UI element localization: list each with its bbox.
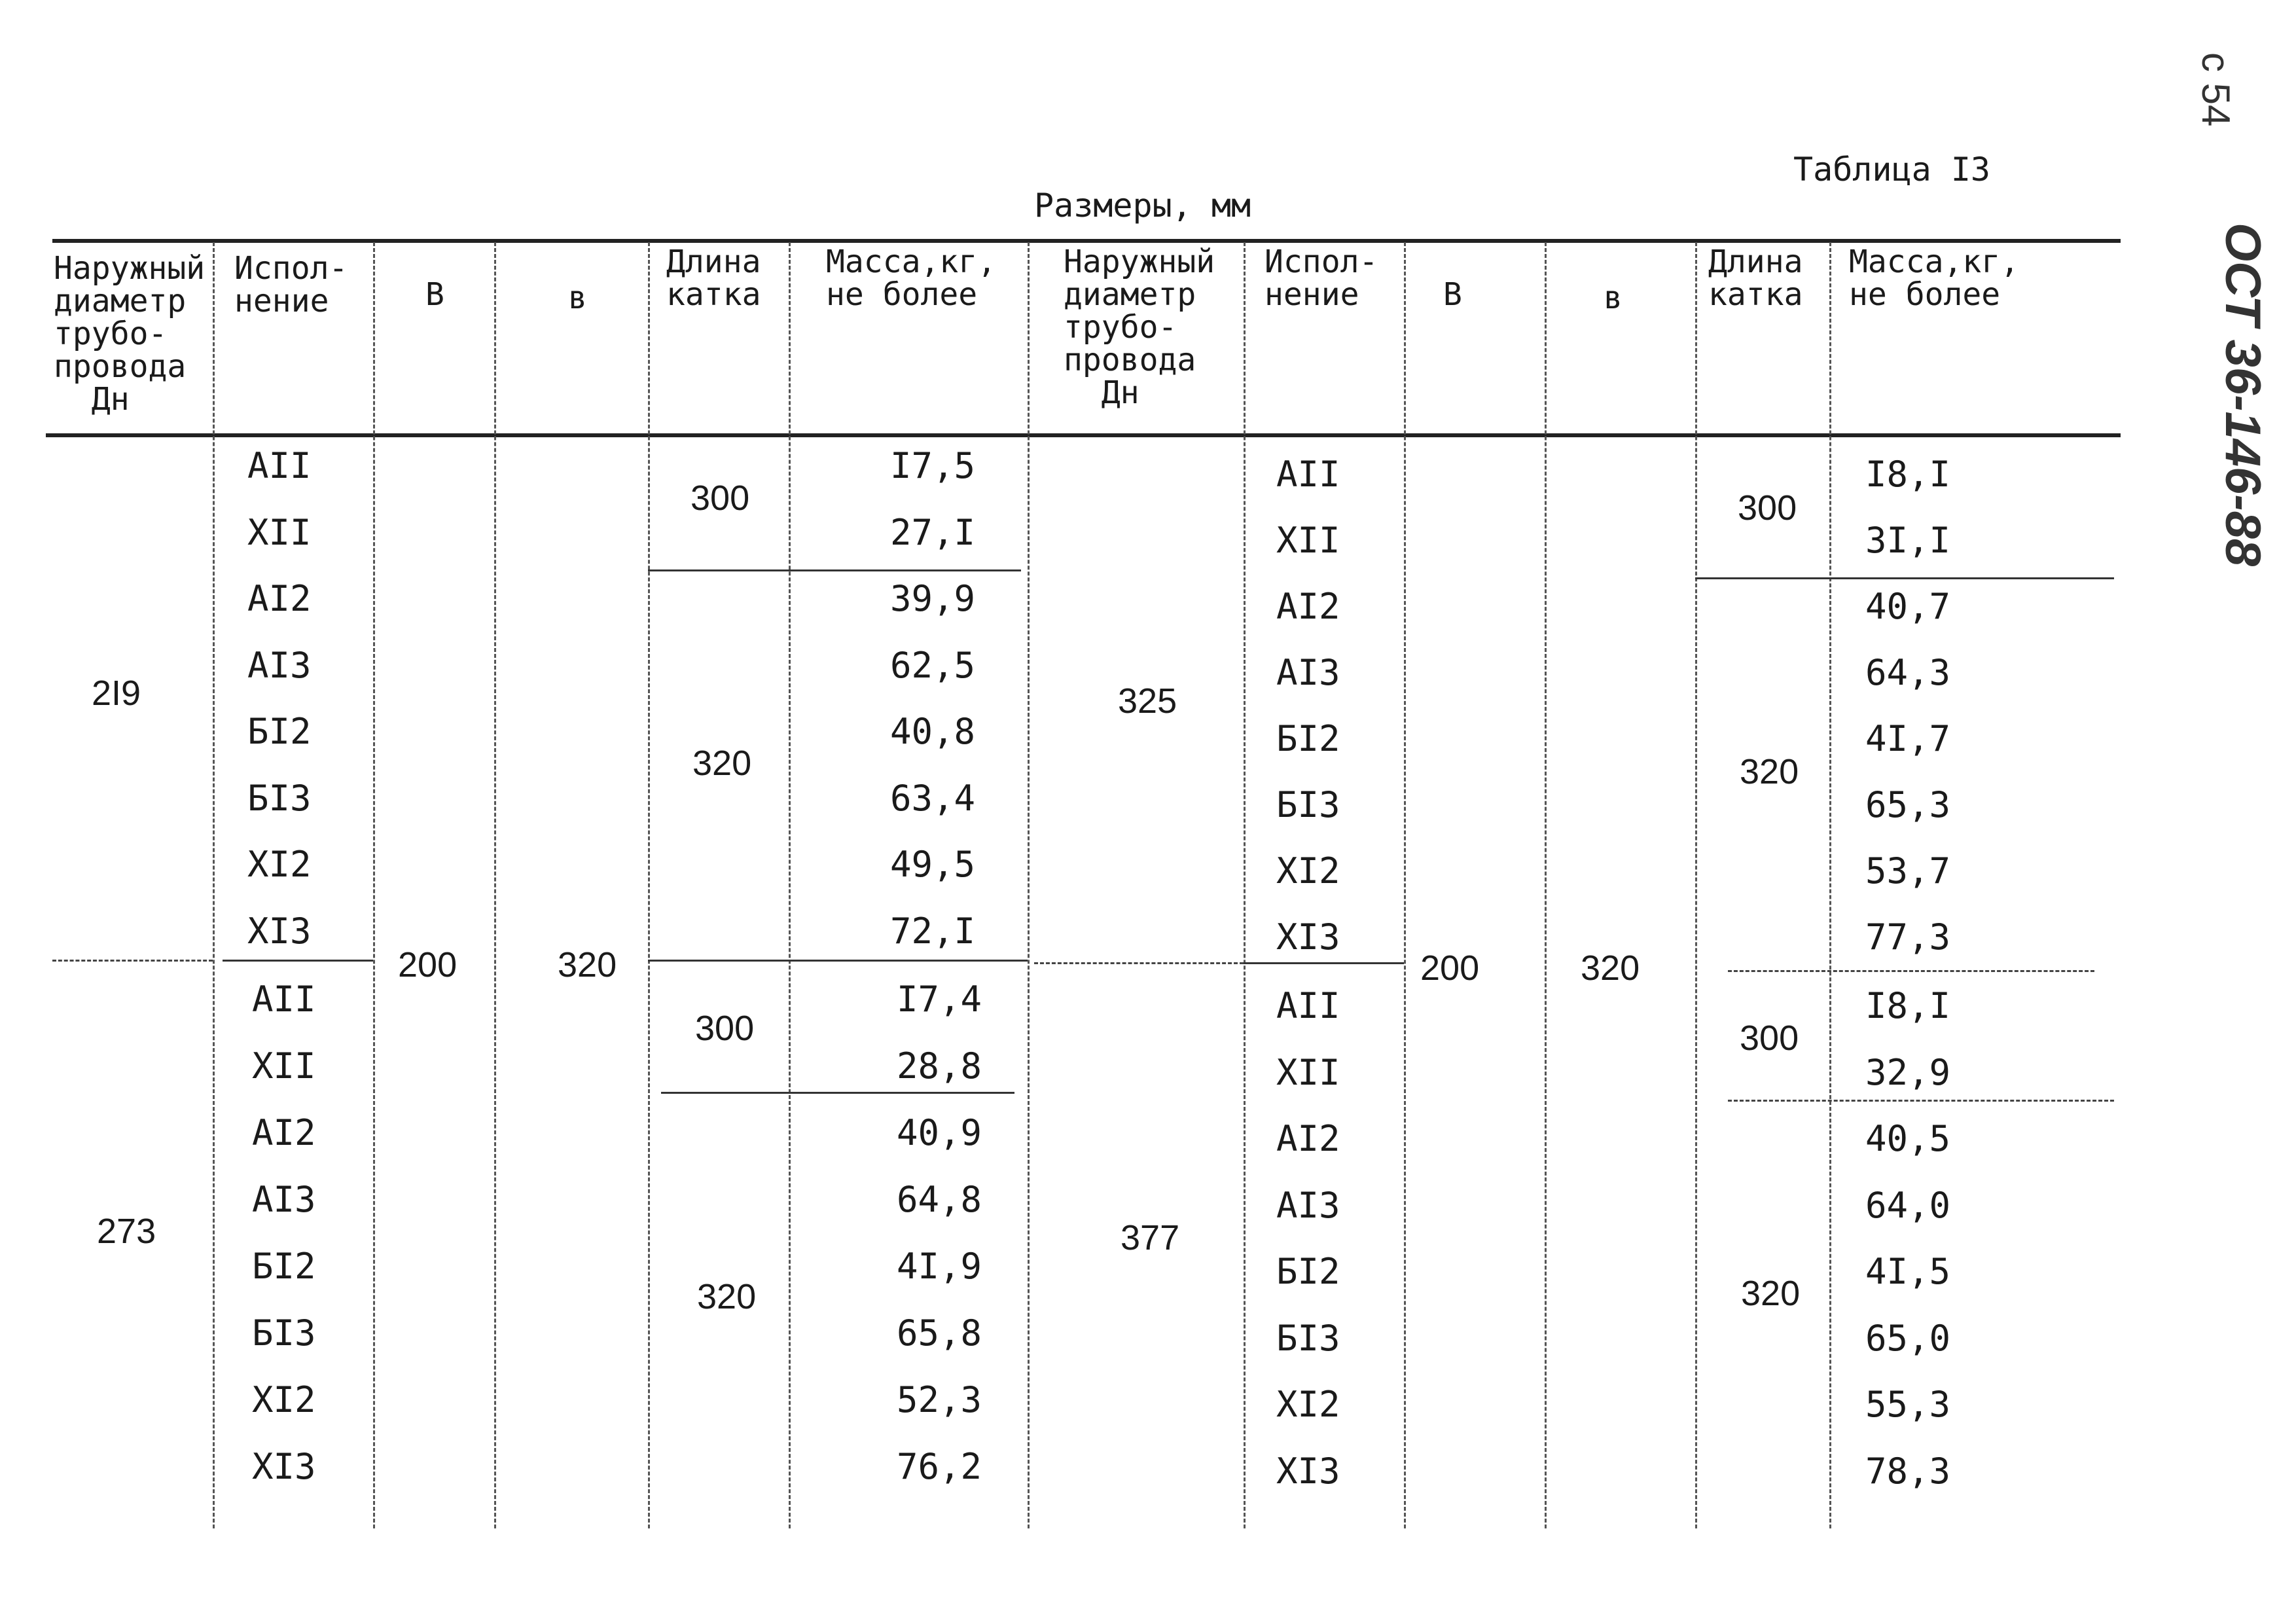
diameter-value: 273 — [97, 1212, 156, 1251]
mass-cell: I8,I — [1865, 454, 1950, 495]
roller-length-value: 300 — [691, 478, 750, 518]
length-separator — [648, 569, 1021, 571]
mass-cell: 55,3 — [1865, 1384, 1950, 1425]
mass-cell: 4I,5 — [1865, 1251, 1950, 1292]
mass-cell: 27,I — [889, 512, 975, 553]
mass-cell: 49,5 — [889, 844, 975, 885]
version-cell: XI2 — [1276, 850, 1340, 892]
mass-cell: 64,8 — [896, 1179, 982, 1220]
header-b-right: в — [1604, 280, 1623, 316]
mass-cell: 62,5 — [889, 645, 975, 686]
version-cell: XII — [252, 1045, 316, 1087]
mass-cell: 64,3 — [1865, 652, 1950, 693]
header-roller-length-right: Длина катка — [1708, 244, 1803, 313]
version-cell: XI2 — [1276, 1384, 1340, 1425]
mass-cell: 64,0 — [1865, 1185, 1950, 1226]
diameter-value: 2I9 — [92, 674, 141, 713]
col-divider — [1028, 242, 1030, 1528]
mass-cell: 65,8 — [896, 1312, 982, 1354]
version-cell: АI2 — [1276, 586, 1340, 627]
version-cell: XII — [1276, 520, 1340, 561]
mass-cell: 3I,I — [1865, 520, 1950, 561]
version-cell: АII — [1276, 454, 1340, 495]
col-divider — [1695, 242, 1697, 1528]
roller-length-value: 320 — [697, 1277, 757, 1316]
version-cell: АI3 — [1276, 1185, 1340, 1226]
version-cell: АII — [247, 445, 312, 486]
col-divider — [1545, 242, 1547, 1528]
mass-cell: 40,8 — [889, 711, 975, 752]
doc-code: ОСТ 36-146-88 — [2215, 223, 2270, 567]
mass-cell: I7,4 — [896, 979, 982, 1020]
header-bottom-rule — [46, 433, 2121, 437]
diameter-value: 377 — [1121, 1218, 1180, 1257]
roller-length-value: 320 — [1740, 752, 1799, 791]
diameter-value: 325 — [1118, 681, 1177, 721]
roller-length-value: 300 — [1740, 1019, 1799, 1058]
roller-length-value: 320 — [1741, 1274, 1801, 1313]
version-cell: АII — [252, 979, 316, 1020]
roller-length-value: 300 — [695, 1009, 755, 1048]
version-cell: БI2 — [1276, 718, 1340, 759]
header-roller-length: Длина катка — [666, 244, 761, 313]
version-cell: АI3 — [247, 645, 312, 686]
length-separator — [648, 960, 1028, 962]
header-mass: Масса,кг, не более — [826, 244, 997, 313]
mass-cell: 40,7 — [1865, 586, 1950, 627]
version-cell: БI3 — [1276, 1318, 1340, 1359]
header-b: в — [568, 280, 587, 316]
roller-length-value: 320 — [692, 744, 752, 783]
block-separator — [1244, 962, 1404, 964]
length-separator — [1728, 1100, 2114, 1102]
version-cell: АI3 — [252, 1179, 316, 1220]
col-divider — [789, 242, 791, 1528]
mass-cell: 53,7 — [1865, 850, 1950, 892]
header-B: В — [425, 276, 444, 313]
mass-cell: 39,9 — [889, 578, 975, 619]
units-caption: Размеры, мм — [1034, 187, 1251, 225]
version-cell: АI2 — [252, 1112, 316, 1153]
version-cell: БI3 — [1276, 784, 1340, 825]
block-separator — [52, 960, 213, 962]
mass-cell: 4I,7 — [1865, 718, 1950, 759]
mass-cell: 40,9 — [896, 1112, 982, 1153]
version-cell: АI2 — [247, 578, 312, 619]
version-cell: XI3 — [252, 1446, 316, 1487]
version-cell: XI3 — [1276, 1451, 1340, 1492]
mass-cell: 52,3 — [896, 1379, 982, 1420]
version-cell: БI3 — [252, 1312, 316, 1354]
page-label: с 54 — [2194, 52, 2238, 127]
version-cell: БI2 — [247, 711, 312, 752]
col-divider — [648, 242, 650, 1528]
B-value: 200 — [1420, 948, 1480, 988]
mass-cell: I7,5 — [889, 445, 975, 486]
mass-cell: 65,3 — [1865, 784, 1950, 825]
col-divider — [213, 242, 215, 1528]
header-B-right: В — [1443, 276, 1462, 313]
mass-cell: 40,5 — [1865, 1118, 1950, 1159]
version-cell: БI3 — [247, 778, 312, 819]
col-divider — [373, 242, 375, 1528]
version-cell: XI3 — [1276, 916, 1340, 958]
version-cell: АI3 — [1276, 652, 1340, 693]
col-divider — [1404, 242, 1406, 1528]
mass-cell: 63,4 — [889, 778, 975, 819]
version-cell: XI2 — [247, 844, 312, 885]
length-separator — [1728, 970, 2094, 972]
roller-length-value: 300 — [1738, 488, 1797, 528]
header-version-right: Испол- нение — [1265, 244, 1378, 313]
table-top-rule — [52, 239, 2121, 243]
length-separator — [661, 1092, 1014, 1094]
col-divider — [1244, 242, 1246, 1528]
col-divider — [494, 242, 496, 1528]
version-cell: АII — [1276, 985, 1340, 1026]
col-divider — [1829, 242, 1831, 1528]
version-cell: БI2 — [252, 1246, 316, 1287]
mass-cell: I8,I — [1865, 985, 1950, 1026]
mass-cell: 76,2 — [896, 1446, 982, 1487]
version-cell: БI2 — [1276, 1251, 1340, 1292]
mass-cell: 77,3 — [1865, 916, 1950, 958]
version-cell: XI2 — [252, 1379, 316, 1420]
mass-cell: 72,I — [889, 911, 975, 952]
version-cell: АI2 — [1276, 1118, 1340, 1159]
block-separator — [1034, 962, 1244, 964]
mass-cell: 65,0 — [1865, 1318, 1950, 1359]
mass-cell: 32,9 — [1865, 1052, 1950, 1093]
b-value: 320 — [1581, 948, 1640, 988]
version-cell: XII — [247, 512, 312, 553]
table-title: Таблица I3 — [1793, 151, 1991, 189]
length-separator — [1695, 577, 2114, 579]
mass-cell: 28,8 — [896, 1045, 982, 1087]
header-version: Испол- нение — [234, 250, 348, 319]
version-cell: XII — [1276, 1052, 1340, 1093]
header-outer-diameter: Наружный диаметр трубо- провода Дн — [54, 250, 206, 418]
mass-cell: 78,3 — [1865, 1451, 1950, 1492]
header-mass-right: Масса,кг, не более — [1849, 244, 2020, 313]
header-outer-diameter-right: Наружный диаметр трубо- провода Дн — [1064, 244, 1215, 411]
B-value: 200 — [398, 945, 457, 984]
mass-cell: 4I,9 — [896, 1246, 982, 1287]
b-value: 320 — [558, 945, 617, 984]
version-cell: XI3 — [247, 911, 312, 952]
block-separator — [223, 960, 373, 962]
